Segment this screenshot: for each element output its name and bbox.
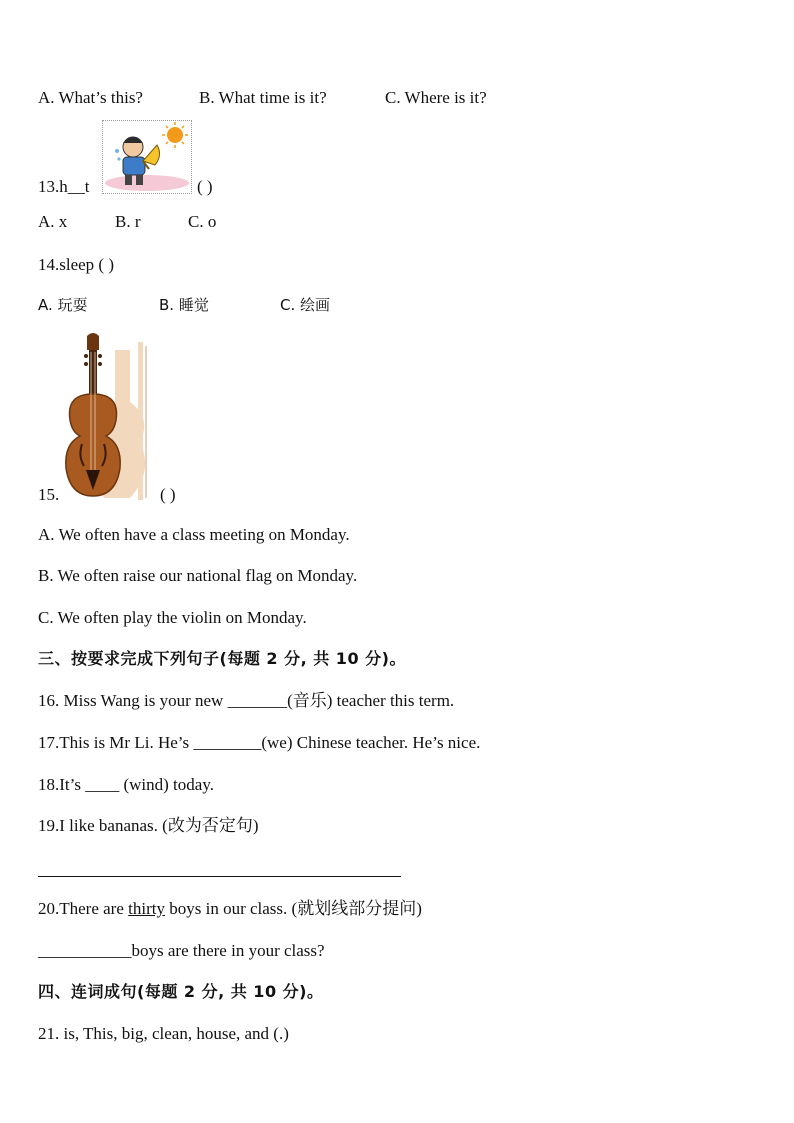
q15-number: 15. [38,485,60,504]
q17: 17.This is Mr Li. He’s ________(we) Chinese teacher. He’s nice. [38,733,481,752]
q12-option-c: C. Where is it? [385,88,487,107]
q20-underlined-word: thirty [128,899,165,918]
violin-icon [60,332,156,502]
q12-option-b: B. What time is it? [199,88,327,107]
q20 [38,898,422,920]
q14-option-a: A. 玩耍 [38,296,88,314]
q14-option-b: B. 睡觉 [159,296,209,314]
q16: 16. Miss Wang is your new _______(音乐) teacher this term. [38,691,455,710]
q13-option-a: A. x [38,212,68,231]
q13-stem [38,176,213,198]
q20-answer-sentence: ___________boys are there in your class? [38,941,325,960]
boy-fanning-sun-icon [103,121,191,193]
violin-picture [60,332,156,502]
q15-option-a: A. We often have a class meeting on Monday. [38,525,350,544]
section-3-heading: 三、按要求完成下列句子(每题 2 分, 共 10 分)。 [38,649,406,668]
q19-answer-line[interactable] [38,876,401,877]
q15-stem [38,484,176,506]
q14-option-c: C. 绘画 [280,296,331,314]
q19: 19.I like bananas. (改为否定句) [38,816,259,835]
q12-options [38,87,487,109]
q20-after: boys in our class. (就划线部分提问) [164,899,422,918]
q13-options [38,211,217,233]
q15-answer-paren: ( ) [160,485,176,504]
section-4-heading: 四、连词成句(每题 2 分, 共 10 分)。 [38,982,324,1001]
q15-option-c: C. We often play the violin on Monday. [38,608,307,627]
q20-before: 20.There are [38,899,129,918]
q15-option-b: B. We often raise our national flag on Monday. [38,566,358,585]
q12-option-a: A. What’s this? [38,88,143,107]
q14-stem: 14.sleep ( ) [38,255,115,274]
q13-option-c: C. o [188,212,217,231]
q14-options [38,294,331,316]
q21: 21. is, This, big, clean, house, and (.) [38,1024,289,1043]
q13-prefix: 13.h__t [38,177,90,196]
q18: 18.It’s ____ (wind) today. [38,775,214,794]
q13-option-b: B. r [115,212,141,231]
hot-weather-picture [102,120,192,194]
q13-answer-paren: ( ) [197,177,213,196]
